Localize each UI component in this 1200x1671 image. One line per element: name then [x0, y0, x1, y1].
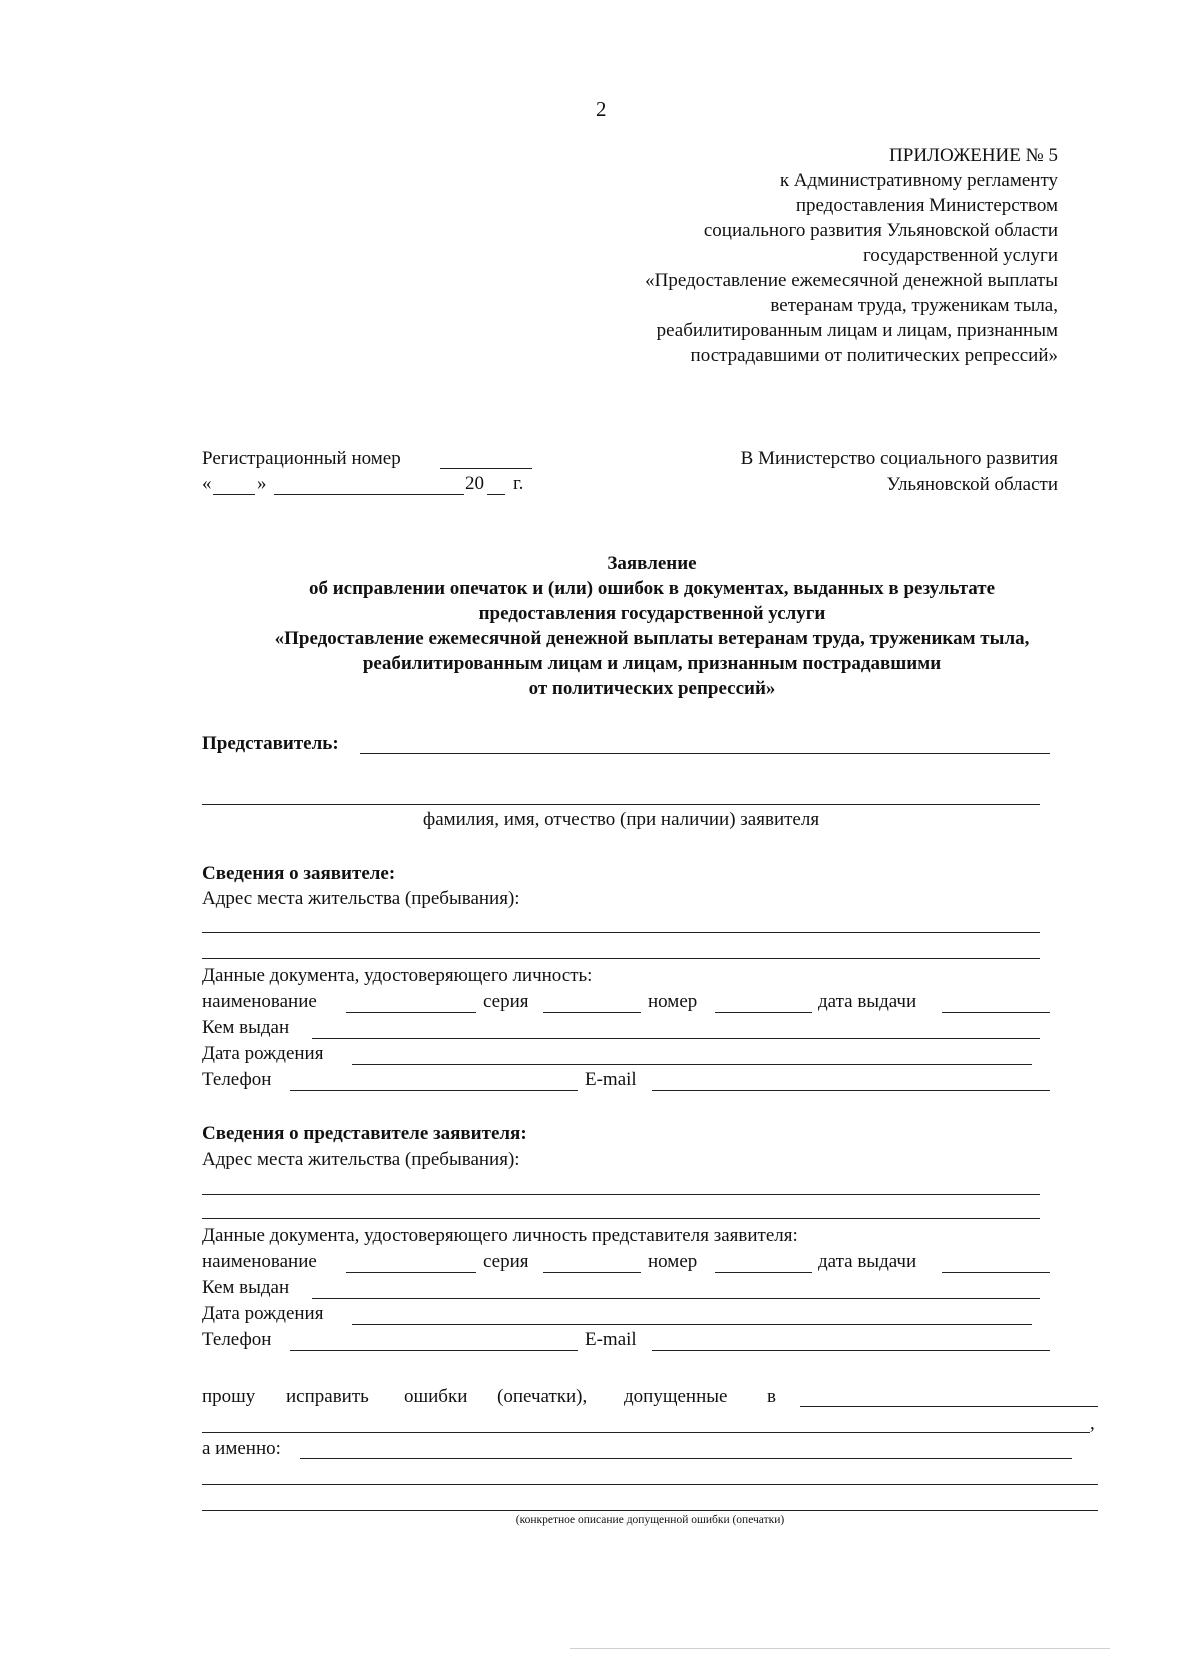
representative-issued-by-label: Кем выдан [202, 1277, 290, 1298]
applicant-birth-date-label: Дата рождения [202, 1043, 324, 1064]
title-line: предоставления государственной услуги [478, 603, 826, 624]
namely-field-3[interactable] [202, 1510, 1098, 1511]
request-word: исправить [286, 1386, 369, 1407]
applicant-doc-name-field[interactable] [346, 1012, 476, 1013]
representative-doc-name-field[interactable] [346, 1272, 476, 1273]
addressee-block [638, 447, 1058, 499]
appendix-line: «Предоставление ежемесячной денежной выплаты [645, 270, 1058, 291]
request-word: в [767, 1386, 776, 1407]
representative-issue-date-label: дата выдачи [818, 1251, 917, 1272]
representative-number-label: номер [648, 1251, 698, 1272]
applicant-number-label: номер [648, 991, 698, 1012]
appendix-line: ветеранам труда, труженикам тыла, [770, 295, 1058, 316]
title-line: реабилитированным лицам и лицам, признанным пострадавшими [362, 653, 942, 674]
representative-email-label: E-mail [585, 1329, 637, 1350]
fio-caption: фамилия, имя, отчество (при наличии) заявителя [422, 809, 820, 830]
applicant-email-label: E-mail [585, 1069, 637, 1090]
representative-doc-name-label: наименование [202, 1251, 317, 1272]
fio-field[interactable] [202, 804, 1040, 805]
request-comma: , [1090, 1413, 1095, 1434]
applicant-heading: Сведения о заявителе: [202, 863, 396, 884]
registration-number-label: Регистрационный номер [202, 448, 401, 469]
representative-email-field[interactable] [652, 1350, 1050, 1351]
title-line: об исправлении опечаток и (или) ошибок в документах, выданных в результате [308, 578, 996, 599]
appendix-line: к Административному регламенту [779, 170, 1058, 191]
appendix-line: пострадавшими от политических репрессий» [690, 345, 1058, 366]
request-word: (опечатки), [497, 1386, 588, 1407]
addressee-line1: В Министерство социального развития [740, 448, 1058, 469]
applicant-birth-date-field[interactable] [352, 1064, 1032, 1065]
request-document-field-2[interactable] [202, 1432, 1090, 1433]
date-close-quote: » [257, 473, 267, 494]
date-year-suffix: г. [513, 473, 524, 494]
representative-issue-date-field[interactable] [942, 1272, 1050, 1273]
applicant-issue-date-field[interactable] [942, 1012, 1050, 1013]
applicant-phone-label: Телефон [202, 1069, 272, 1090]
appendix-line: реабилитированным лицам и лицам, признанным [656, 320, 1058, 341]
applicant-address-field[interactable] [202, 932, 1040, 933]
applicant-doc-name-label: наименование [202, 991, 317, 1012]
request-word: прошу [202, 1386, 256, 1407]
applicant-email-field[interactable] [652, 1090, 1050, 1091]
representative-id-doc-label: Данные документа, удостоверяющего личность представителя заявителя: [202, 1225, 798, 1246]
request-document-field[interactable] [800, 1406, 1098, 1407]
date-year-prefix: 20 [465, 473, 484, 494]
title-line: от политических репрессий» [528, 678, 776, 699]
applicant-number-field[interactable] [715, 1012, 812, 1013]
representative-address-field-2[interactable] [202, 1218, 1040, 1219]
namely-field-2[interactable] [202, 1484, 1098, 1485]
applicant-issue-date-label: дата выдачи [818, 991, 917, 1012]
document-title [160, 552, 1144, 702]
applicant-issued-by-label: Кем выдан [202, 1017, 290, 1038]
date-year-field[interactable] [487, 494, 505, 495]
representative-birth-date-label: Дата рождения [202, 1303, 324, 1324]
request-word: ошибки [404, 1386, 468, 1407]
appendix-line: ПРИЛОЖЕНИЕ № 5 [889, 145, 1058, 166]
applicant-address-label: Адрес места жительства (пребывания): [202, 888, 520, 909]
title-line: «Предоставление ежемесячной денежной выплаты ветеранам труда, труженикам тыла, [274, 628, 1030, 649]
representative-label: Представитель: [202, 733, 339, 754]
error-description-caption: (конкретное описание допущенной ошибки (опечатки) [515, 1514, 785, 1526]
registration-number-field[interactable] [440, 468, 532, 469]
representative-address-label: Адрес места жительства (пребывания): [202, 1149, 520, 1170]
page-number: 2 [596, 97, 607, 121]
appendix-line: предоставления Министерством [795, 195, 1058, 216]
date-open-quote: « [202, 473, 212, 494]
representative-phone-label: Телефон [202, 1329, 272, 1350]
representative-phone-field[interactable] [290, 1350, 578, 1351]
date-day-field[interactable] [213, 494, 255, 495]
representative-birth-date-field[interactable] [352, 1324, 1032, 1325]
representative-series-label: серия [483, 1251, 529, 1272]
representative-field[interactable] [360, 753, 1050, 754]
representative-number-field[interactable] [715, 1272, 812, 1273]
representative-address-field[interactable] [202, 1194, 1040, 1195]
applicant-series-field[interactable] [543, 1012, 641, 1013]
appendix-line: государственной услуги [862, 245, 1058, 266]
scan-edge-line [570, 1648, 1110, 1649]
title-line: Заявление [607, 553, 697, 574]
namely-field[interactable] [300, 1458, 1072, 1459]
representative-heading: Сведения о представителе заявителя: [202, 1123, 527, 1144]
representative-series-field[interactable] [543, 1272, 641, 1273]
applicant-issued-by-field[interactable] [312, 1038, 1040, 1039]
representative-issued-by-field[interactable] [312, 1298, 1040, 1299]
appendix-block [538, 144, 1058, 369]
appendix-line: социального развития Ульяновской области [703, 220, 1058, 241]
applicant-address-field-2[interactable] [202, 958, 1040, 959]
applicant-id-doc-label: Данные документа, удостоверяющего личность: [202, 965, 593, 986]
applicant-phone-field[interactable] [290, 1090, 578, 1091]
date-month-field[interactable] [274, 494, 464, 495]
namely-label: а именно: [202, 1438, 281, 1459]
applicant-series-label: серия [483, 991, 529, 1012]
request-word: допущенные [624, 1386, 728, 1407]
addressee-line2: Ульяновской области [886, 474, 1058, 495]
